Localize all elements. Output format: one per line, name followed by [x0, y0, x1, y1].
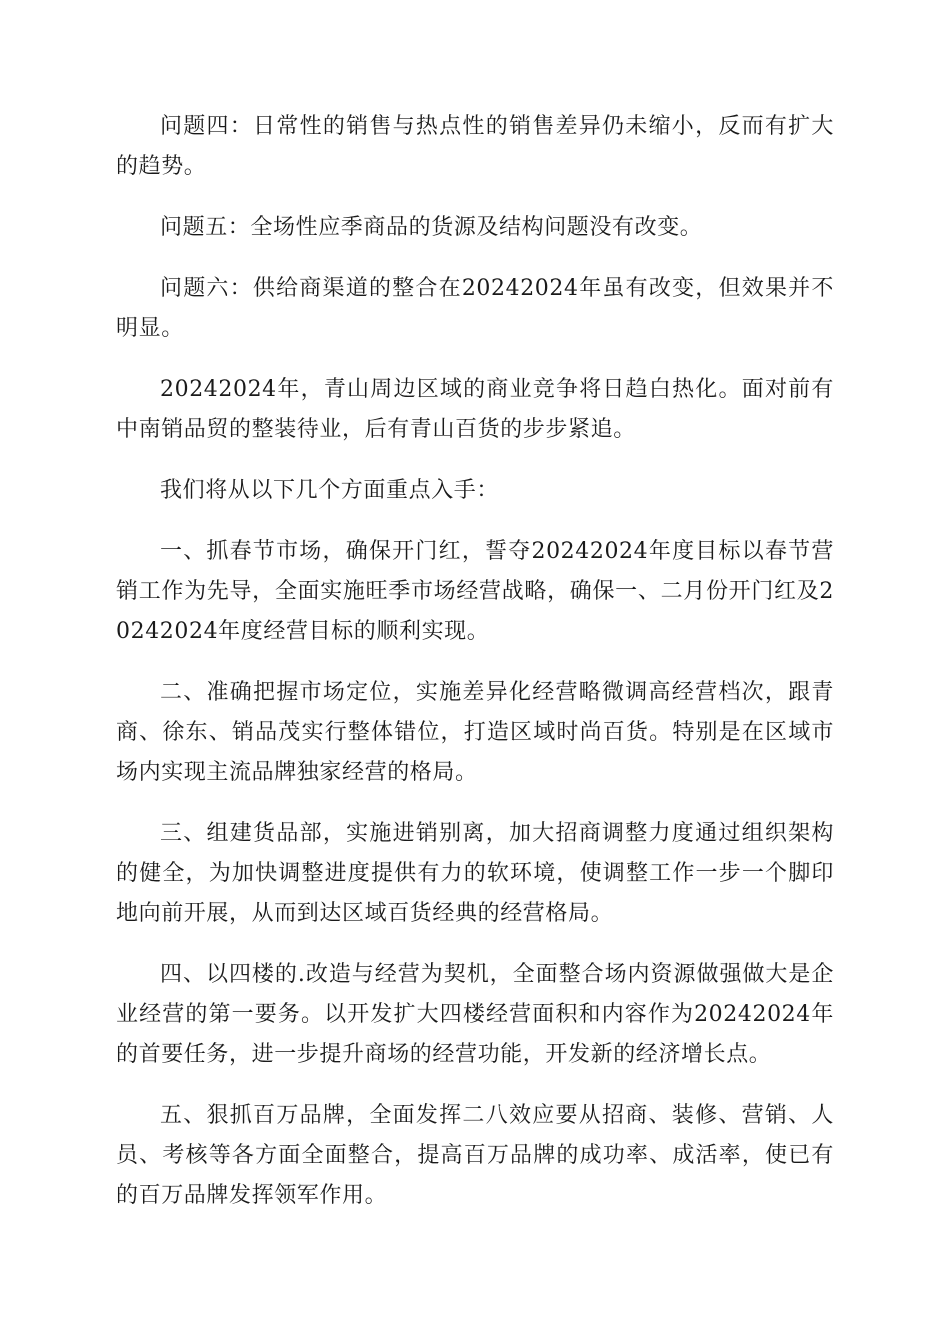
paragraph-measure-3: 三、组建货品部，实施进销别离，加大招商调整力度通过组织架构的健全，为加快调整进度提供有力的软环境，使调整工作一步一个脚印地向前开展，从而到达区域百货经典的经营格局。: [116, 821, 834, 926]
paragraph-measure-4: 四、以四楼的.改造与经营为契机，全面整合场内资源做强做大是企业经营的第一要务。以开发扩大四楼经营面积和内容作为20242024年的首要任务，进一步提升商场的经营功能，开发新的经济增长点。: [116, 962, 834, 1067]
paragraph-measure-2: 二、准确把握市场定位，实施差异化经营略微调高经营档次，跟青商、徐东、销品茂实行整体错位，打造区域时尚百货。特别是在区域市场内实现主流品牌独家经营的格局。: [116, 680, 834, 785]
paragraph-intro-measures: 我们将从以下几个方面重点入手：: [160, 478, 500, 503]
paragraph-measure-1: 一、抓春节市场，确保开门红，誓夺20242024年度目标以春节营销工作为先导，全面实施旺季市场经营战略，确保一、二月份开门红及20242024年度经营目标的顺利实现。: [116, 539, 834, 644]
paragraph-competition: 20242024年，青山周边区域的商业竞争将日趋白热化。面对前有中南销品贸的整装待业，后有青山百货的步步紧追。: [116, 377, 834, 442]
paragraph-issue-6: 问题六：供给商渠道的整合在20242024年虽有改变，但效果并不明显。: [116, 276, 834, 341]
paragraph-issue-4: 问题四：日常性的销售与热点性的销售差异仍未缩小，反而有扩大的趋势。: [116, 114, 834, 179]
paragraph-issue-5: 问题五：全场性应季商品的货源及结构问题没有改变。: [160, 215, 703, 240]
paragraph-measure-5: 五、狠抓百万品牌，全面发挥二八效应要从招商、装修、营销、人员、考核等各方面全面整合，提高百万品牌的成功率、成活率，使已有的百万品牌发挥领军作用。: [116, 1103, 834, 1208]
document-body: [116, 107, 834, 1237]
